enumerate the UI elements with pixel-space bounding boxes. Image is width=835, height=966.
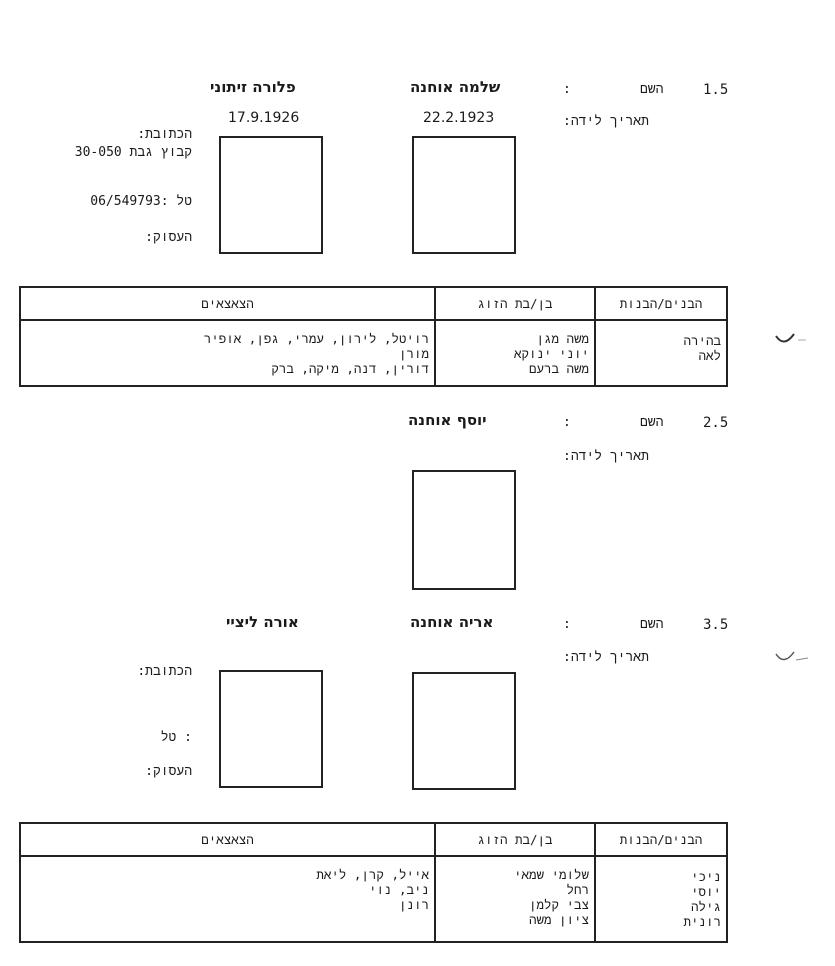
- occupation-label: העסוק:: [145, 764, 192, 779]
- descendants-cell: [20, 320, 435, 386]
- child-name: לאה: [698, 348, 721, 363]
- descendants-line: רויטל, לירון, עמרי, גפן, אופיר: [203, 331, 429, 346]
- spouse-name: משה ברעם: [528, 361, 589, 376]
- address-value: קבוץ גבת 30-050: [74, 145, 192, 160]
- spouse-name: ציון משה: [528, 912, 589, 927]
- child-name: בהירה: [683, 333, 721, 348]
- col-header-descendants: הצאצאים: [20, 823, 435, 856]
- family-table: [19, 822, 728, 943]
- phone-field: טל :: [160, 730, 192, 745]
- colon: :: [563, 415, 571, 430]
- descendants-line: ניב, נוי: [368, 882, 429, 897]
- descendants-cell: [20, 856, 435, 942]
- col-header-children: הבנים/הבנות: [595, 287, 727, 320]
- spouses-cell: [435, 320, 595, 386]
- name-label: השם: [640, 82, 664, 97]
- photo-placeholder: [219, 670, 323, 788]
- phone-field: טל :06/549793: [90, 194, 192, 209]
- children-cell: [595, 320, 727, 386]
- descendants-line: דורין, דנה, מיקה, ברק: [271, 361, 429, 376]
- photo-placeholder: [219, 136, 323, 254]
- spouse-name: צבי קלמן: [528, 897, 589, 912]
- birth-date-label: תאריך לידה:: [563, 449, 649, 464]
- person-name: יוסף אוחנה: [408, 411, 487, 429]
- section-number: 3.5: [703, 617, 729, 633]
- address-label: הכתובת:: [137, 664, 192, 679]
- photo-placeholder: [412, 470, 516, 590]
- spouse-name: משה מגן: [536, 331, 589, 346]
- descendants-line: רונן: [398, 897, 429, 912]
- descendants-line: מורן: [398, 346, 429, 361]
- family-table: [19, 286, 728, 387]
- person-name: שלמה אוחנה: [410, 78, 501, 96]
- col-header-children: הבנים/הבנות: [595, 823, 727, 856]
- spouses-cell: [435, 856, 595, 942]
- birth-date-label: תאריך לידה:: [563, 114, 649, 129]
- name-label: השם: [640, 617, 664, 632]
- section-number: 2.5: [703, 415, 729, 431]
- name-label: השם: [640, 415, 664, 430]
- person-name: אריה אוחנה: [410, 613, 494, 631]
- child-name: יוסי: [690, 884, 721, 899]
- occupation-label: העסוק:: [145, 230, 192, 245]
- colon: :: [563, 617, 571, 632]
- child-name: ניכי: [690, 869, 721, 884]
- children-cell: [595, 856, 727, 942]
- spouse-name: יוני ינוקא: [513, 346, 589, 361]
- address-label: הכתובת:: [137, 127, 192, 142]
- spouse-name: אורה ליציי: [226, 613, 299, 631]
- col-header-spouse: בן/בת הזוג: [435, 823, 595, 856]
- person-birth-date: 22.2.1923: [423, 110, 495, 126]
- col-header-spouse: בן/בת הזוג: [435, 287, 595, 320]
- section-number: 1.5: [703, 82, 729, 98]
- child-name: רונית: [683, 914, 721, 929]
- punch-hole-mark: [772, 644, 812, 668]
- birth-date-label: תאריך לידה:: [563, 650, 649, 665]
- spouse-name: פלורה זיתוני: [210, 78, 296, 96]
- child-name: גילה: [690, 899, 721, 914]
- punch-hole-mark: [772, 326, 812, 350]
- descendants-line: אייל, קרן, ליאת: [316, 867, 429, 882]
- spouse-name: רחל: [566, 882, 589, 897]
- photo-placeholder: [412, 672, 516, 790]
- colon: :: [563, 82, 571, 97]
- spouse-name: שלומי שמאי: [513, 867, 589, 882]
- col-header-descendants: הצאצאים: [20, 287, 435, 320]
- spouse-birth-date: 17.9.1926: [228, 110, 300, 126]
- photo-placeholder: [412, 136, 516, 254]
